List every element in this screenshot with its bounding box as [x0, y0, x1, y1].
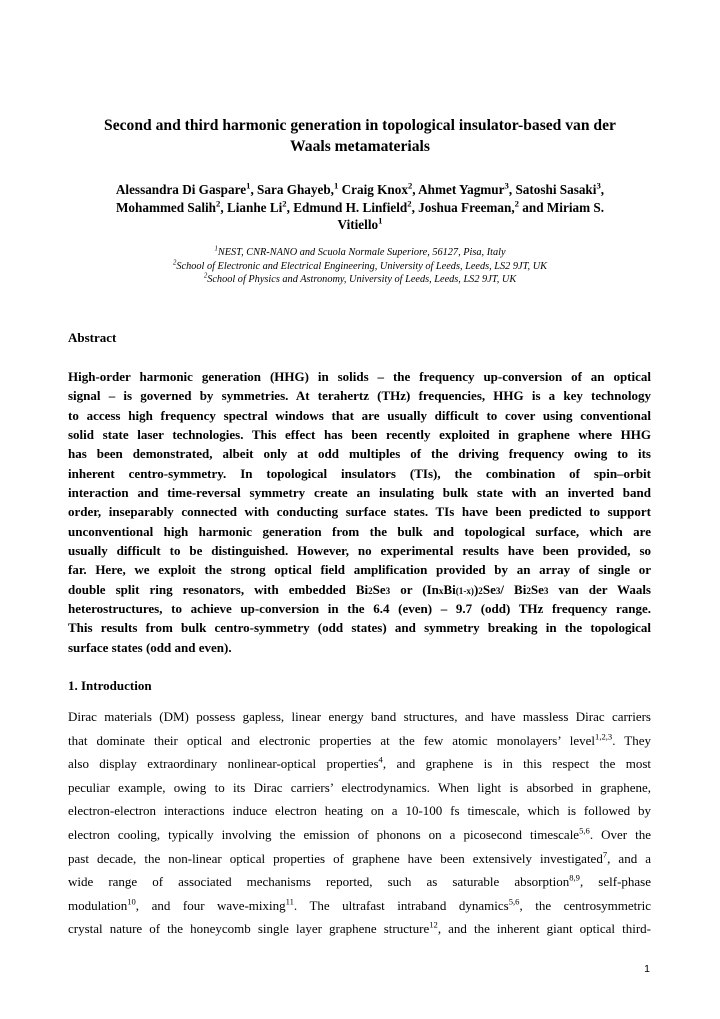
text-run: Mohammed Salih — [115, 199, 216, 215]
text-run: , Satoshi Sasaki — [508, 182, 597, 197]
subscript: 3 — [495, 585, 501, 596]
text-line — [68, 522, 651, 541]
text-run: to access high frequency spectral windows that are usually difficult to cover using conventional — [68, 407, 651, 423]
text-run: has been demonstrated, albeit only at odd multiples of the driving frequency owing to its — [68, 446, 651, 462]
text-line — [68, 483, 651, 502]
text-line — [68, 752, 651, 776]
introduction-body — [68, 705, 651, 941]
text-run: , the centrosymmetric — [519, 897, 651, 913]
text-run: heterostructures, to achieve up-conversion in the 6.4 (even) – 9.7 (odd) THz frequency range. — [68, 601, 651, 617]
text-run: van der Waals — [548, 581, 651, 597]
text-run: This results from bulk centro-symmetry (odd states) and symmetry breaking in the topological — [68, 620, 651, 636]
text-run: interaction and time-reversal symmetry create an insulating bulk state with an inverted band — [68, 485, 651, 501]
text-line — [68, 870, 651, 894]
superscript: 3 — [504, 180, 509, 191]
text-run: Dirac materials (DM) possess gapless, linear energy band structures, and have massless Dirac carriers — [68, 709, 651, 724]
text-run: , Joshua Freeman, — [411, 199, 515, 215]
text-line — [68, 729, 651, 753]
text-run: Bi — [443, 581, 456, 597]
superscript: 1 — [246, 180, 251, 191]
text-run: and Miriam S. — [519, 199, 604, 215]
text-line — [68, 894, 651, 918]
text-run: Se — [372, 581, 386, 597]
text-run: . The ultrafast intraband dynamics — [293, 897, 509, 913]
author-line — [60, 199, 660, 217]
text-run: order, inseparably connected with conducting surface states. TIs have been predicted to support — [68, 504, 651, 520]
text-line — [68, 776, 651, 800]
text-line — [68, 799, 651, 823]
abstract-body — [68, 367, 651, 657]
superscript: 10 — [127, 896, 136, 907]
text-run: , Sara Ghayeb, — [250, 182, 334, 197]
text-run: unconventional high harmonic generation from the bulk and topological surface, which are — [68, 523, 651, 539]
text-run: inherent centro-symmetry. In topological insulators (TIs), the combination of spin–orbit — [68, 465, 651, 481]
superscript: 3 — [596, 180, 601, 191]
superscript: 2 — [216, 198, 221, 209]
subscript: 2 — [526, 585, 531, 596]
text-line — [68, 638, 651, 657]
text-run: signal – is governed by symmetries. At terahertz (THz) frequencies, HHG is a key technology — [68, 388, 651, 404]
text-run: , Edmund H. Linfield — [286, 199, 408, 215]
title-line: Second and third harmonic generation in topological insulator-based van der — [104, 117, 616, 134]
superscript: 5,6 — [579, 825, 590, 836]
text-run: or (In — [390, 581, 439, 597]
affiliation-text: School of Electronic and Electrical Engineering, University of Leeds, Leeds, LS2 9JT, UK — [176, 260, 548, 272]
title-line: Waals metamaterials — [290, 138, 430, 155]
subscript: 2 — [478, 585, 483, 596]
text-line — [68, 917, 651, 941]
page-number: 1 — [644, 963, 650, 975]
superscript: 4 — [378, 754, 383, 765]
superscript: 5,6 — [508, 896, 520, 907]
text-run: electron-electron interactions induce electron heating on a 10-100 fs timescale, which is followed by — [68, 803, 651, 819]
affiliation-text: School of Physics and Astronomy, University of Leeds, Leeds, LS2 9JT, UK — [207, 274, 517, 285]
paper-title — [60, 115, 660, 157]
text-run: Se — [530, 581, 544, 597]
affiliation — [60, 246, 660, 260]
text-run: electron cooling, typically involving the emission of phonons on a picosecond timescale — [68, 826, 580, 842]
text-run: solid state laser technologies. This effect has been recently exploited in graphene where HHG — [68, 427, 651, 443]
text-line — [68, 847, 651, 871]
text-run: modulation — [68, 897, 128, 913]
text-run: Se — [482, 581, 496, 597]
affiliation-marker: 1 — [214, 245, 218, 253]
subscript: 3 — [385, 585, 391, 596]
affiliation-marker: 2 — [203, 272, 208, 280]
subscript: 2 — [368, 585, 373, 596]
text-run: past decade, the non-linear optical properties of graphene have been extensively investigated — [68, 850, 603, 866]
text-line — [68, 502, 651, 521]
text-run: , Lianhe Li — [220, 199, 283, 215]
superscript: 2 — [407, 198, 412, 209]
text-run: double split ring resonators, with embedded Bi — [68, 581, 369, 597]
affiliation-marker: 2 — [172, 259, 177, 267]
text-line — [68, 367, 651, 386]
text-run: , self-phase — [579, 874, 651, 890]
author-list — [60, 181, 660, 234]
affiliations — [60, 246, 660, 287]
text-run: Alessandra Di Gaspare — [115, 182, 247, 197]
superscript: 1 — [333, 180, 339, 191]
text-run: ) — [473, 581, 479, 597]
superscript: 11 — [285, 896, 294, 907]
section-heading: 1. Introduction — [68, 678, 152, 693]
affiliation — [60, 273, 660, 287]
text-run: crystal nature of the honeycomb single layer graphene structure — [68, 921, 430, 937]
text-run: peculiar example, owing to its Dirac carriers’ electrodynamics. When light is absorbed in graphene, — [68, 779, 651, 795]
abstract-heading: Abstract — [68, 330, 117, 345]
text-run: Craig Knox — [338, 182, 408, 197]
text-line — [68, 406, 651, 425]
text-run: , and four wave-mixing — [135, 897, 286, 913]
text-run: usually difficult to be distinguished. However, no experimental results have been provided, so — [68, 543, 651, 559]
text-line — [68, 580, 651, 599]
text-run: also display extraordinary nonlinear-optical properties — [68, 756, 379, 772]
text-run: . They — [612, 732, 651, 748]
superscript: 8,9 — [569, 872, 580, 883]
superscript: 2 — [282, 198, 287, 209]
text-run: . Over the — [589, 826, 651, 842]
text-line — [68, 705, 651, 729]
text-run: , and a — [607, 850, 651, 866]
text-run: High-order harmonic generation (HHG) in solids – the frequency up-conversion of an optical — [68, 369, 651, 384]
text-run: far. Here, we exploit the strong optical field amplification provided by an array of single or — [68, 562, 651, 578]
superscript: 1 — [378, 215, 383, 226]
superscript: 7 — [602, 849, 608, 860]
subscript: 3 — [543, 585, 549, 596]
text-run: Vitiello — [337, 217, 379, 232]
superscript: 2 — [407, 180, 413, 191]
text-line — [68, 541, 651, 560]
text-line — [68, 444, 651, 463]
text-run: that dominate their optical and electronic properties at the few atomic monolayers’ level — [68, 732, 596, 748]
subscript: (1-x) — [455, 585, 474, 596]
text-line — [68, 425, 651, 444]
text-run: wide range of associated mechanisms reported, such as saturable absorption — [68, 874, 570, 890]
subscript: x — [438, 585, 444, 596]
text-run: / Bi — [500, 581, 527, 597]
text-run: , Ahmet Yagmur — [412, 182, 505, 197]
text-run: , — [600, 182, 605, 197]
affiliation-text: NEST, CNR-NANO and Scuola Normale Superiore, 56127, Pisa, Italy — [217, 247, 506, 258]
text-line — [68, 823, 651, 847]
superscript: 1,2,3 — [595, 731, 613, 742]
text-line — [68, 618, 651, 637]
superscript: 12 — [429, 920, 438, 931]
text-line — [68, 599, 651, 618]
author-line — [60, 181, 660, 199]
superscript: 2 — [514, 198, 519, 209]
author-line — [60, 216, 660, 234]
text-line — [68, 560, 651, 579]
text-line — [68, 464, 651, 483]
text-line — [68, 386, 651, 405]
text-run: , and the inherent giant optical third- — [437, 921, 651, 937]
affiliation — [60, 260, 660, 274]
text-run: surface states (odd and even). — [68, 639, 232, 655]
text-run: , and graphene is in this respect the most — [382, 756, 651, 772]
